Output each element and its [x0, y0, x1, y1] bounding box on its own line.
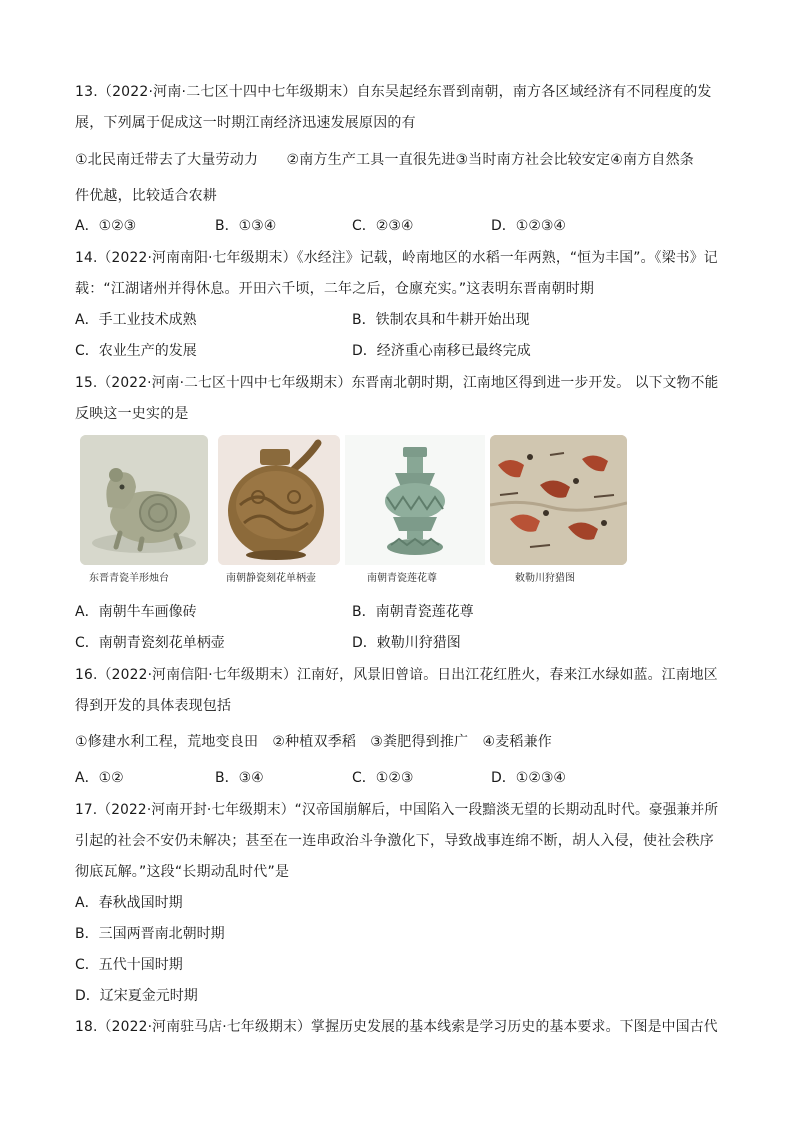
hunting-mural-caption: 敕勒川狩猎图: [515, 573, 575, 584]
q17-option-b: B．三国两晋南北朝时期: [75, 926, 225, 942]
q16-option-a: A．①②: [75, 770, 124, 786]
chile-hunting-mural-image: [490, 435, 627, 565]
q15-stem-line-2: 反映这一史实的是: [75, 406, 189, 422]
q16-stem-line-1: 16.（2022·河南信阳·七年级期末）江南好，风景旧曾谙。日出江花红胜火，春来江水绿如蓝。江南地区: [75, 667, 718, 683]
q13-stem-line-4: 件优越，比较适合农耕: [75, 188, 217, 204]
q15-option-b: B．南朝青瓷莲花尊: [352, 604, 474, 620]
q15-option-d: D．敕勒川狩猎图: [352, 635, 461, 651]
q17-stem-line-1: 17.（2022·河南开封·七年级期末）“汉帝国崩解后，中国陷入一段黯淡无望的长期动乱时代。豪强兼并所: [75, 802, 719, 818]
q16-option-d: D．①②③④: [491, 770, 566, 786]
q13-stem-line-2: 展，下列属于促成这一时期江南经济迅速发展原因的有: [75, 115, 416, 131]
carved-flower-ewer-image: [218, 435, 340, 565]
q14-option-a: A．手工业技术成熟: [75, 312, 197, 328]
q14-stem-line-2: 载：“江湖诸州并得休息。开田六千顷，二年之后，仓廪充实。”这表明东晋南朝时期: [75, 281, 595, 297]
q13-option-a: A．①②③: [75, 218, 137, 234]
lotus-zun-caption: 南朝青瓷莲花尊: [367, 573, 437, 584]
q13-option-b: B．①③④: [215, 218, 277, 234]
q15-stem-line-1: 15.（2022·河南·二七区十四中七年级期末）东晋南北朝时期，江南地区得到进一步开发。 以下文物不能: [75, 375, 719, 391]
q18-stem-line-1: 18.（2022·河南驻马店·七年级期末）掌握历史发展的基本线索是学习历史的基本要求。下图是中国古代: [75, 1019, 718, 1035]
q14-stem-line-1: 14.（2022·河南南阳·七年级期末）《水经注》记载，岭南地区的水稻一年两熟，“恒为丰国”。《梁书》记: [75, 250, 718, 266]
q13-option-c: C．②③④: [352, 218, 414, 234]
q16-option-c: C．①②③: [352, 770, 414, 786]
q15-option-c: C．南朝青瓷刻花单柄壶: [75, 635, 225, 651]
q17-option-c: C．五代十国时期: [75, 957, 183, 973]
q17-stem-line-3: 彻底瓦解。”这段“长期动乱时代”是: [75, 864, 290, 880]
celadon-lotus-zun-image: [345, 435, 485, 565]
q17-stem-line-2: 引起的社会不安仍未解决；甚至在一连串政治斗争激化下，导致战事连绵不断，胡人入侵，使社会秩序: [75, 833, 714, 849]
q14-option-d: D．经济重心南移已最终完成: [352, 343, 531, 359]
q17-option-a: A．春秋战国时期: [75, 895, 183, 911]
q15-option-a: A．南朝牛车画像砖: [75, 604, 197, 620]
q17-option-d: D．辽宋夏金元时期: [75, 988, 198, 1004]
q13-stem-line-1: 13.（2022·河南·二七区十四中七年级期末）自东吴起经东晋到南朝，南方各区域经济有不同程度的发: [75, 84, 712, 100]
carved-flower-ewer-caption: 南朝静瓷刻花单柄壶: [226, 573, 316, 584]
q13-stem-line-3: ①北民南迁带去了大量劳动力 ②南方生产工具一直很先进③当时南方社会比较安定④南方自然条: [75, 152, 695, 168]
q16-stem-line-2: 得到开发的具体表现包括: [75, 698, 232, 714]
ram-candlestick-caption: 东晋青瓷羊形烛台: [89, 573, 169, 584]
q13-option-d: D．①②③④: [491, 218, 566, 234]
q14-option-c: C．农业生产的发展: [75, 343, 197, 359]
celadon-ram-candlestick-image: [80, 435, 208, 565]
q16-stem-line-3: ①修建水利工程，荒地变良田 ②种植双季稻 ③粪肥得到推广 ④麦稻兼作: [75, 734, 553, 750]
q14-option-b: B．铁制农具和牛耕开始出现: [352, 312, 530, 328]
q16-option-b: B．③④: [215, 770, 264, 786]
